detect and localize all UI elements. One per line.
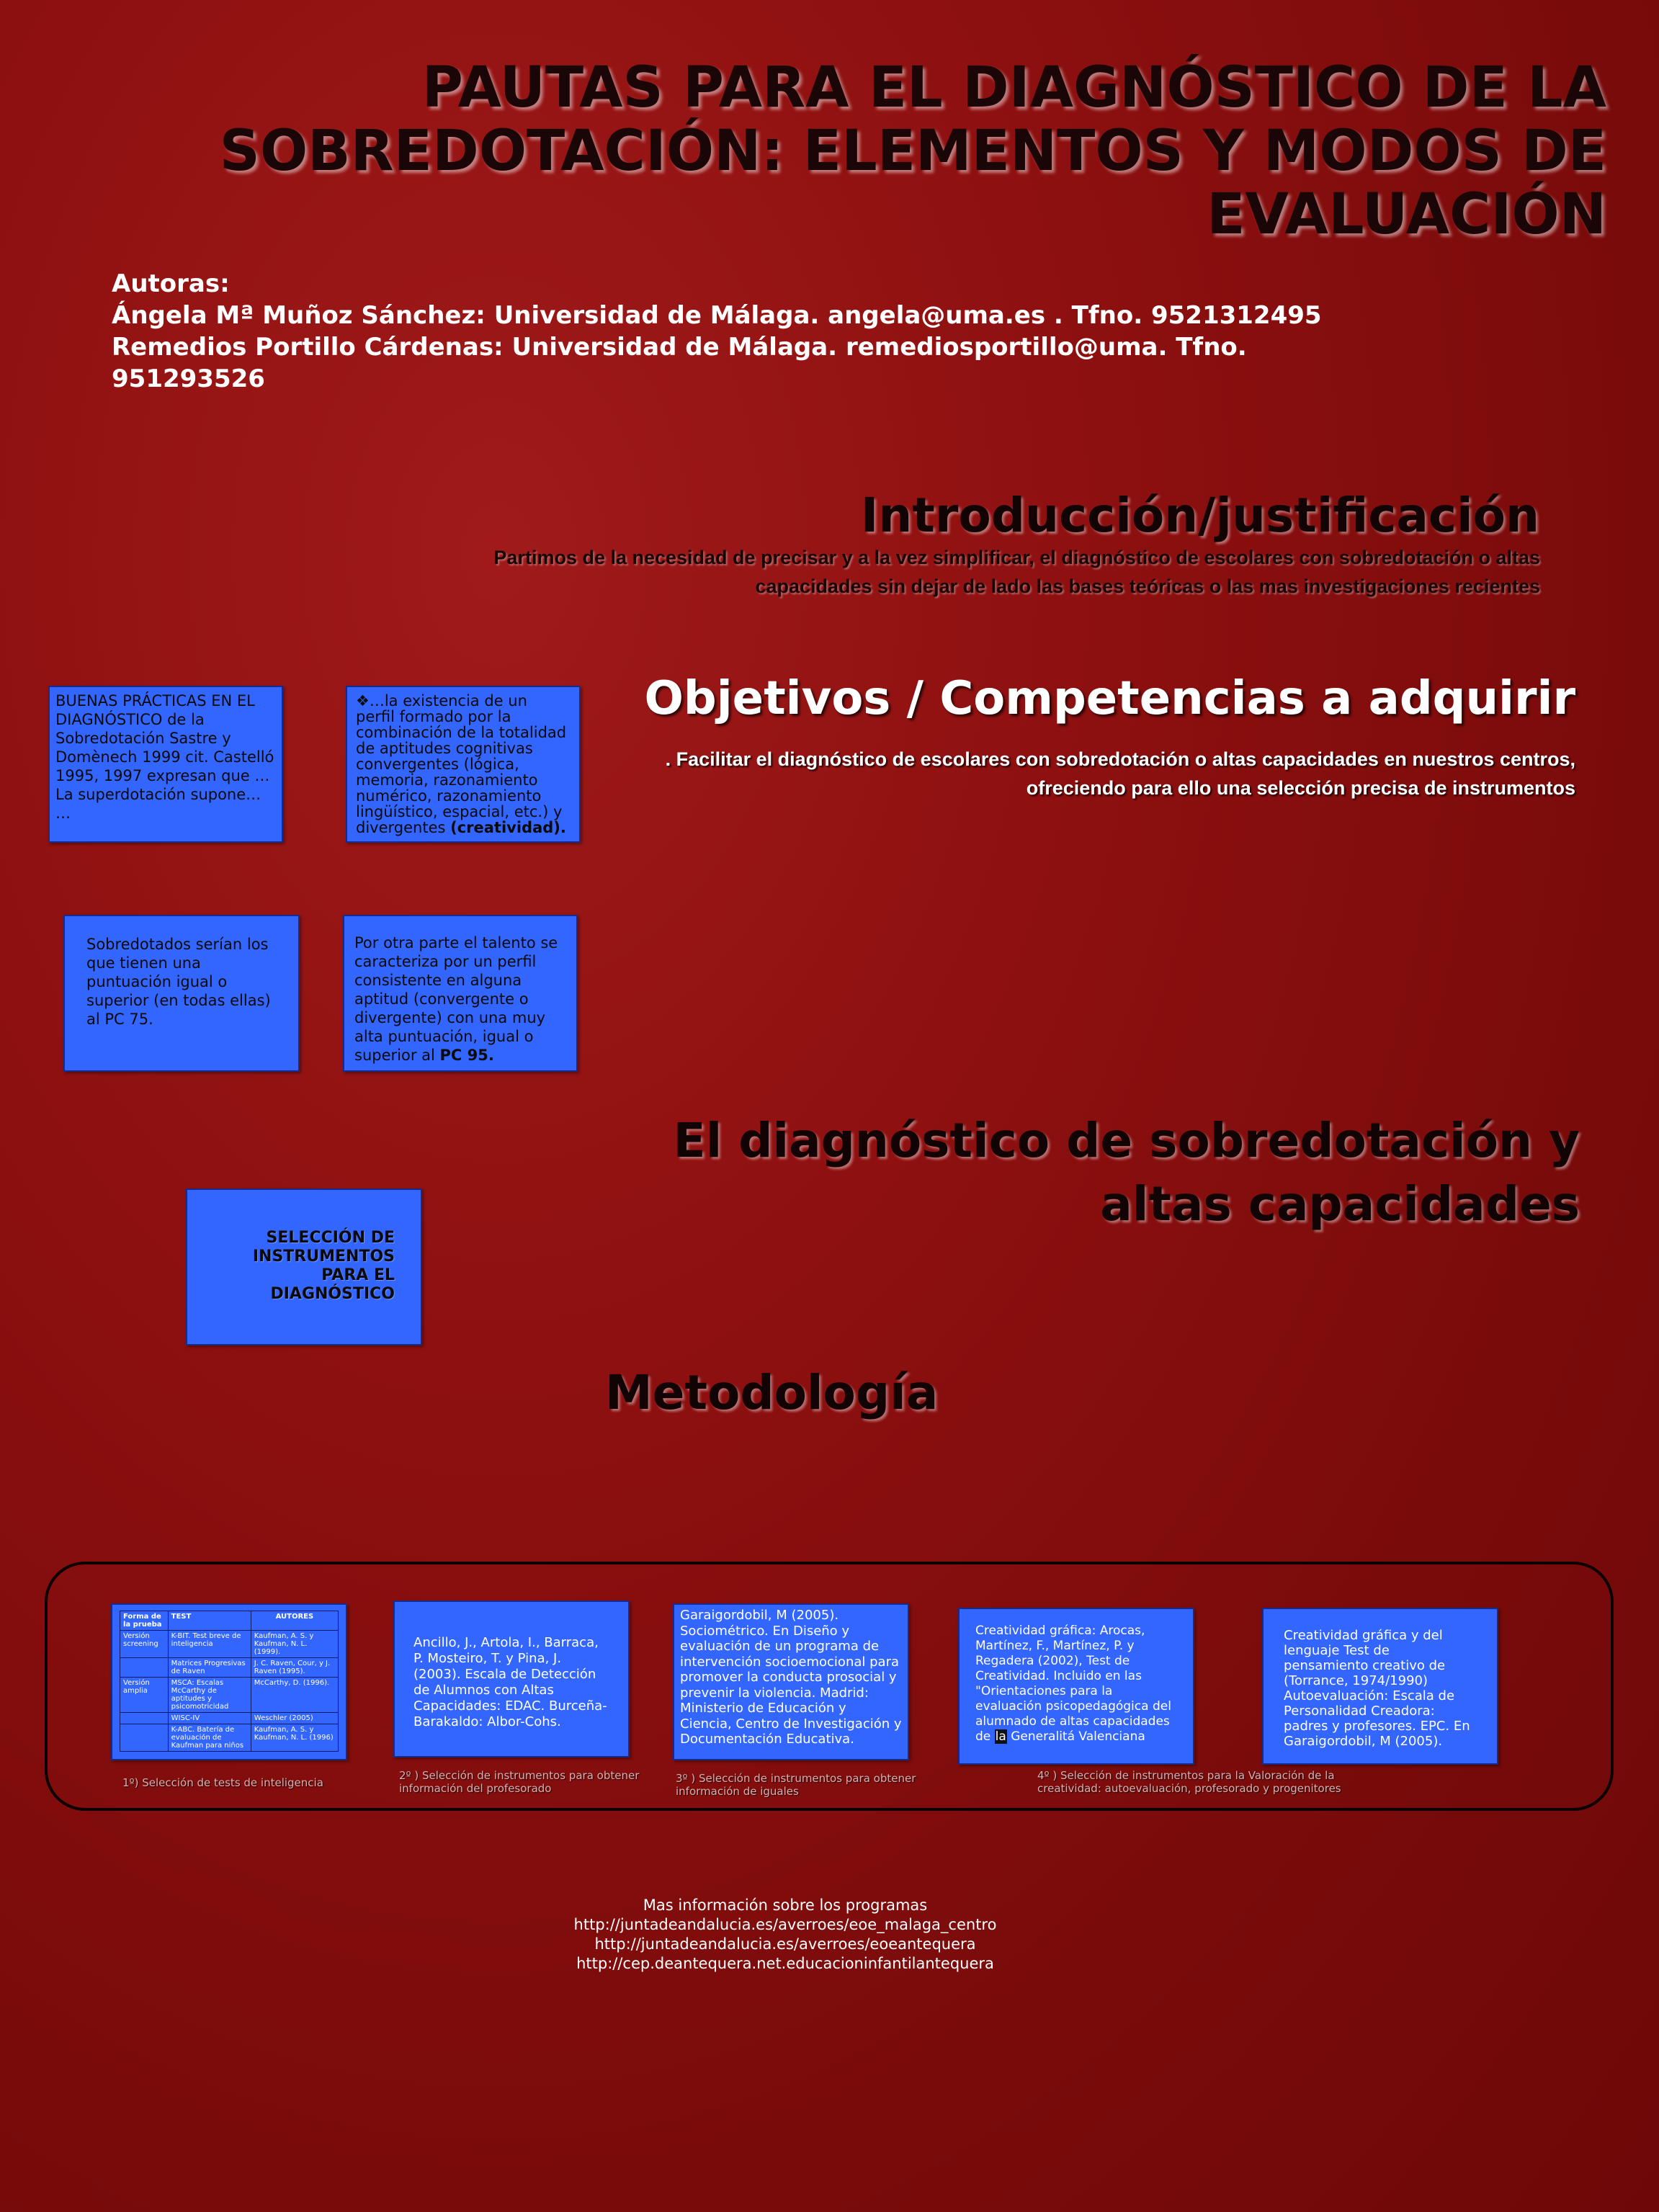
footer-link[interactable]: http://juntadeandalucia.es/averroes/eoe_malaga_centro bbox=[573, 1916, 997, 1933]
diagnosis-heading-line: altas capacidades bbox=[1100, 1176, 1580, 1232]
caption-creativity-instruments: 4º ) Selección de instrumentos para la Valoración de la creatividad: autoevaluación, profesorado y progenitores bbox=[1037, 1769, 1341, 1795]
peer-instruments-box bbox=[673, 1603, 909, 1760]
graphic-creativity-box bbox=[958, 1608, 1194, 1765]
diagnosis-heading-line: El diagnóstico de sobredotación y bbox=[673, 1113, 1580, 1168]
peer-instruments-text: Garaigordobil, M (2005). Sociométrico. En Diseño y evaluación de un programa de intervención socioemocional para promover la conducta prosocial y prevenir la violencia. Madrid: Ministerio de Educación y Ciencia, Centro de Investigación y Documentación Educativa. bbox=[680, 1608, 902, 1747]
caption-intelligence-tests: 1º) Selección de tests de inteligencia bbox=[122, 1776, 323, 1789]
authors-block bbox=[112, 268, 1322, 395]
graphic-creativity-end: Generalitá Valenciana bbox=[1006, 1729, 1145, 1744]
table-cell: Versión screening bbox=[120, 1631, 169, 1658]
poster-title-line: SOBREDOTACIÓN: ELEMENTOS Y MODOS DE bbox=[219, 119, 1606, 184]
table-cell: Versión amplia bbox=[120, 1678, 169, 1713]
intelligence-tests-box bbox=[111, 1603, 347, 1760]
table-row bbox=[120, 1724, 339, 1752]
footer-heading: Mas información sobre los programas bbox=[643, 1897, 928, 1914]
caption-teacher-instruments: 2º ) Selección de instrumentos para obtener información del profesorado bbox=[399, 1769, 640, 1795]
talent-text: Por otra parte el talento se caracteriza por un perfil consistente en alguna aptitud (convergente o divergente) con una muy alta puntuación, igual o superior al bbox=[354, 934, 558, 1064]
table-header: TEST bbox=[168, 1611, 251, 1631]
intro-text: Partimos de la necesidad de precisar y a la vez simplificar, el diagnóstico de escolares con sobredotación o altas capacidades sin dejar de lado las bases teóricas o las mas investigaciones recientes bbox=[493, 547, 1540, 597]
authors-heading: Autoras: bbox=[112, 269, 230, 298]
table-cell: K-BIT. Test breve de inteligencia bbox=[168, 1631, 251, 1658]
diagnosis-heading bbox=[674, 1109, 1580, 1236]
caption-peer-instruments: 3º ) Selección de instrumentos para obtener información de iguales bbox=[676, 1772, 916, 1798]
profile-bold-text: (creatividad). bbox=[450, 819, 566, 836]
intelligence-tests-table bbox=[120, 1611, 339, 1752]
table-cell: Matrices Progresivas de Raven bbox=[168, 1658, 251, 1678]
table-cell bbox=[120, 1658, 169, 1678]
table-cell: McCarthy, D. (1996). bbox=[251, 1678, 338, 1713]
table-cell bbox=[120, 1713, 169, 1724]
footer-links bbox=[468, 1896, 1102, 1974]
gifted-box bbox=[63, 915, 300, 1072]
graphic-creativity-text: Creatividad gráfica: Arocas, Martínez, F., Martínez, P. y Regadera (2002), Test de Creatividad. Incluido en las "Orientaciones para la evaluación psicopedagógica del alumnado de altas capacidades de bbox=[975, 1624, 1171, 1744]
language-creativity-text: Creatividad gráfica y del lenguaje Test de pensamiento creativo de (Torrance, 1974/1990) Autoevaluación: Escala de Personalidad Creadora: padres y profesores. EPC. En Garaigordobil, M (2005). bbox=[1284, 1628, 1470, 1749]
table-cell: Kaufman, A. S. y Kaufman, N. L. (1999). bbox=[251, 1631, 338, 1658]
table-row bbox=[120, 1631, 339, 1658]
instrument-selection-text: SELECCIÓN DE INSTRUMENTOS PARA EL DIAGNÓSTICO bbox=[252, 1229, 395, 1303]
author-line: Remedios Portillo Cárdenas: Universidad de Málaga. remediosportillo@uma. Tfno. bbox=[112, 333, 1247, 362]
methodology-heading: Metodología bbox=[605, 1365, 939, 1420]
instrument-selection-box bbox=[186, 1188, 422, 1345]
table-header: AUTORES bbox=[251, 1611, 338, 1631]
table-cell: K-ABC. Batería de evaluación de Kaufman para niños bbox=[168, 1724, 251, 1752]
table-row bbox=[120, 1678, 339, 1713]
good-practices-text: BUENAS PRÁCTICAS EN EL DIAGNÓSTICO de la Sobredotación Sastre y Domènech 1999 cit. Castelló 1995, 1997 expresan que …La superdotación supone… … bbox=[55, 692, 274, 822]
intro-heading: Introducción/justificación bbox=[860, 488, 1539, 543]
teacher-instruments-text: Ancillo, J., Artola, I., Barraca, P. Mosteiro, T. y Pina, J. (2003). Escala de Detección de Alumnos con Altas Capacidades: EDAC. Burceña-Barakaldo: Albor-Cohs. bbox=[413, 1635, 607, 1729]
table-cell: J. C. Raven, Cour, y J. Raven (1995). bbox=[251, 1658, 338, 1678]
profile-text: …la existencia de un perfil formado por la combinación de la totalidad de aptitudes cognitivas convergentes (lógica, memoria, razonamiento numérico, razonamiento lingüístico, espacial, etc.) y divergentes bbox=[356, 692, 567, 836]
poster-title-line: EVALUACIÓN bbox=[1207, 182, 1606, 247]
poster-title bbox=[216, 56, 1606, 246]
talent-box bbox=[343, 915, 578, 1072]
diamond-bullet-icon: ❖ bbox=[356, 692, 370, 709]
teacher-instruments-box bbox=[393, 1600, 630, 1757]
table-row bbox=[120, 1658, 339, 1678]
author-line: Ángela Mª Muñoz Sánchez: Universidad de Málaga. angela@uma.es . Tfno. 9521312495 bbox=[112, 301, 1322, 330]
author-line: 951293526 bbox=[112, 364, 265, 393]
highlighted-word: la bbox=[995, 1729, 1006, 1744]
talent-bold-text: PC 95. bbox=[439, 1047, 494, 1064]
objectives-text: . Facilitar el diagnóstico de escolares con sobredotación o altas capacidades en nuestros centros, ofreciendo para ello una selección precisa de instrumentos bbox=[665, 748, 1575, 799]
table-header: Forma de la prueba bbox=[120, 1611, 169, 1631]
profile-box bbox=[346, 686, 581, 843]
table-row bbox=[120, 1713, 339, 1724]
language-creativity-box bbox=[1262, 1608, 1498, 1765]
footer-link[interactable]: http://juntadeandalucia.es/averroes/eoeantequera bbox=[594, 1935, 976, 1953]
footer-link[interactable]: http://cep.deantequera.net.educacioninfantilantequera bbox=[576, 1955, 994, 1972]
gifted-text: Sobredotados serían los que tienen una puntuación igual o superior (en todas ellas) al PC 75. bbox=[86, 936, 271, 1028]
table-cell: Kaufman, A. S. y Kaufman, N. L. (1996) bbox=[251, 1724, 338, 1752]
objectives-heading: Objetivos / Competencias a adquirir bbox=[644, 672, 1575, 725]
good-practices-box bbox=[48, 686, 283, 843]
table-cell: Weschler (2005) bbox=[251, 1713, 338, 1724]
table-cell: WISC-IV bbox=[168, 1713, 251, 1724]
poster-title-line: PAUTAS PARA EL DIAGNÓSTICO DE LA bbox=[421, 55, 1606, 120]
table-cell: MSCA: Escalas McCarthy de aptitudes y psicomotricidad bbox=[168, 1678, 251, 1713]
table-cell bbox=[120, 1724, 169, 1752]
